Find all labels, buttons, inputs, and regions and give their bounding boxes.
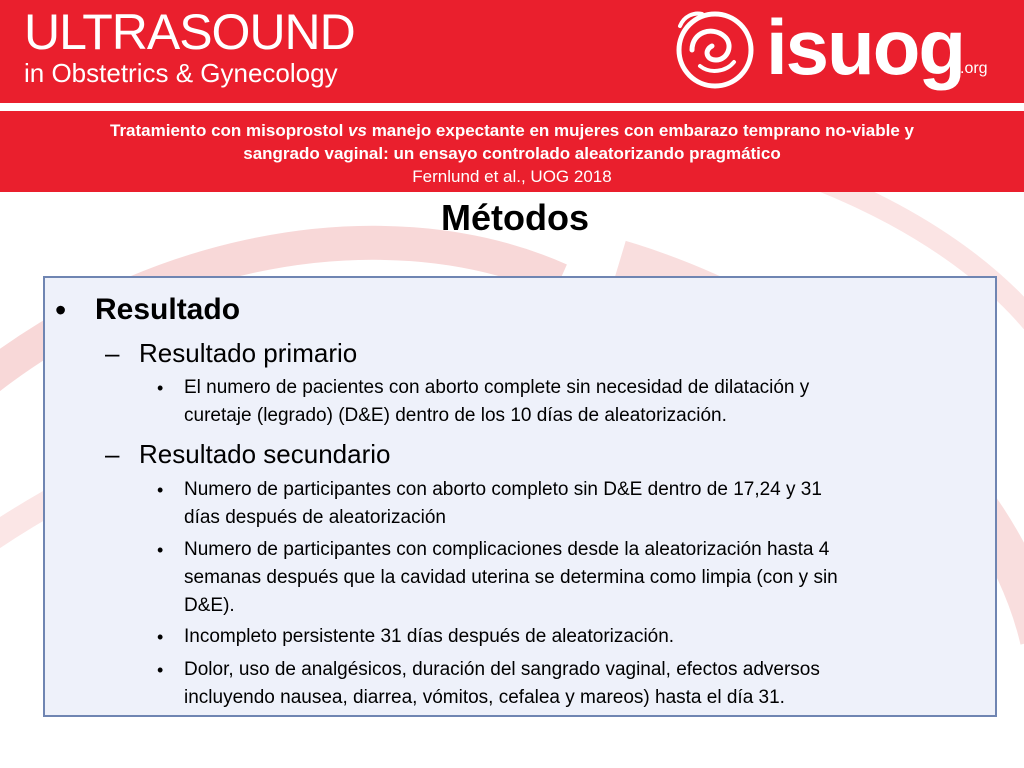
isuog-logo-text: isuog [766, 3, 964, 91]
bullet-dot: • [157, 627, 164, 647]
secondary-item-line: semanas después que la cavidad uterina se determina como limpia (con y sin [184, 567, 838, 588]
secondary-item-line: Numero de participantes con aborto completo sin D&E dentro de 17,24 y 31 [184, 479, 822, 500]
secondary-item-line: D&E). [184, 595, 235, 616]
article-title [30, 119, 994, 165]
journal-title: ULTRASOUND [24, 4, 355, 60]
secondary-item-line: días después de aleatorización [184, 507, 446, 528]
primary-item-line: El numero de pacientes con aborto complete sin necesidad de dilatación y [184, 377, 810, 398]
secondary-item-line: Numero de participantes con complicaciones desde la aleatorización hasta 4 [184, 539, 830, 560]
bullet-dot: • [157, 378, 164, 398]
header-divider [0, 103, 1024, 111]
isuog-fetus-icon [670, 6, 760, 92]
heading-bullet: • [55, 292, 67, 328]
slide-title: Métodos [441, 197, 589, 238]
primary-item-line: curetaje (legrado) (D&E) dentro de los 10 días de aleatorización. [184, 405, 727, 426]
secondary-dash: – [105, 439, 120, 469]
bullet-dot: • [157, 540, 164, 560]
content-box [43, 276, 997, 717]
journal-header [0, 0, 1024, 103]
primary-outcome-label: Resultado primario [139, 338, 358, 368]
secondary-item-line: Incompleto persistente 31 días después de aleatorización. [184, 626, 675, 647]
article-title-part1: Tratamiento con misoprostol [110, 121, 349, 140]
article-citation: Fernlund et al., UOG 2018 [412, 167, 612, 186]
article-title-line2: sangrado vaginal: un ensayo controlado aleatorizando pragmático [243, 144, 781, 163]
isuog-logo-suffix: .org [960, 60, 988, 77]
secondary-item-line: Dolor, uso de analgésicos, duración del sangrado vaginal, efectos adversos [184, 659, 820, 680]
bullet-dot: • [157, 660, 164, 680]
section-heading: Resultado [95, 293, 241, 326]
secondary-outcome-label: Resultado secundario [139, 439, 391, 469]
journal-subtitle: in Obstetrics & Gynecology [24, 58, 338, 88]
article-title-part2: manejo expectante en mujeres con embarazo temprano no-viable y [366, 121, 914, 140]
article-title-vs: vs [348, 121, 367, 140]
secondary-item-line: incluyendo nausea, diarrea, vómitos, cefalea y mareos) hasta el día 31. [184, 687, 785, 708]
primary-dash: – [105, 338, 120, 368]
bullet-dot: • [157, 480, 164, 500]
article-banner [0, 111, 1024, 192]
